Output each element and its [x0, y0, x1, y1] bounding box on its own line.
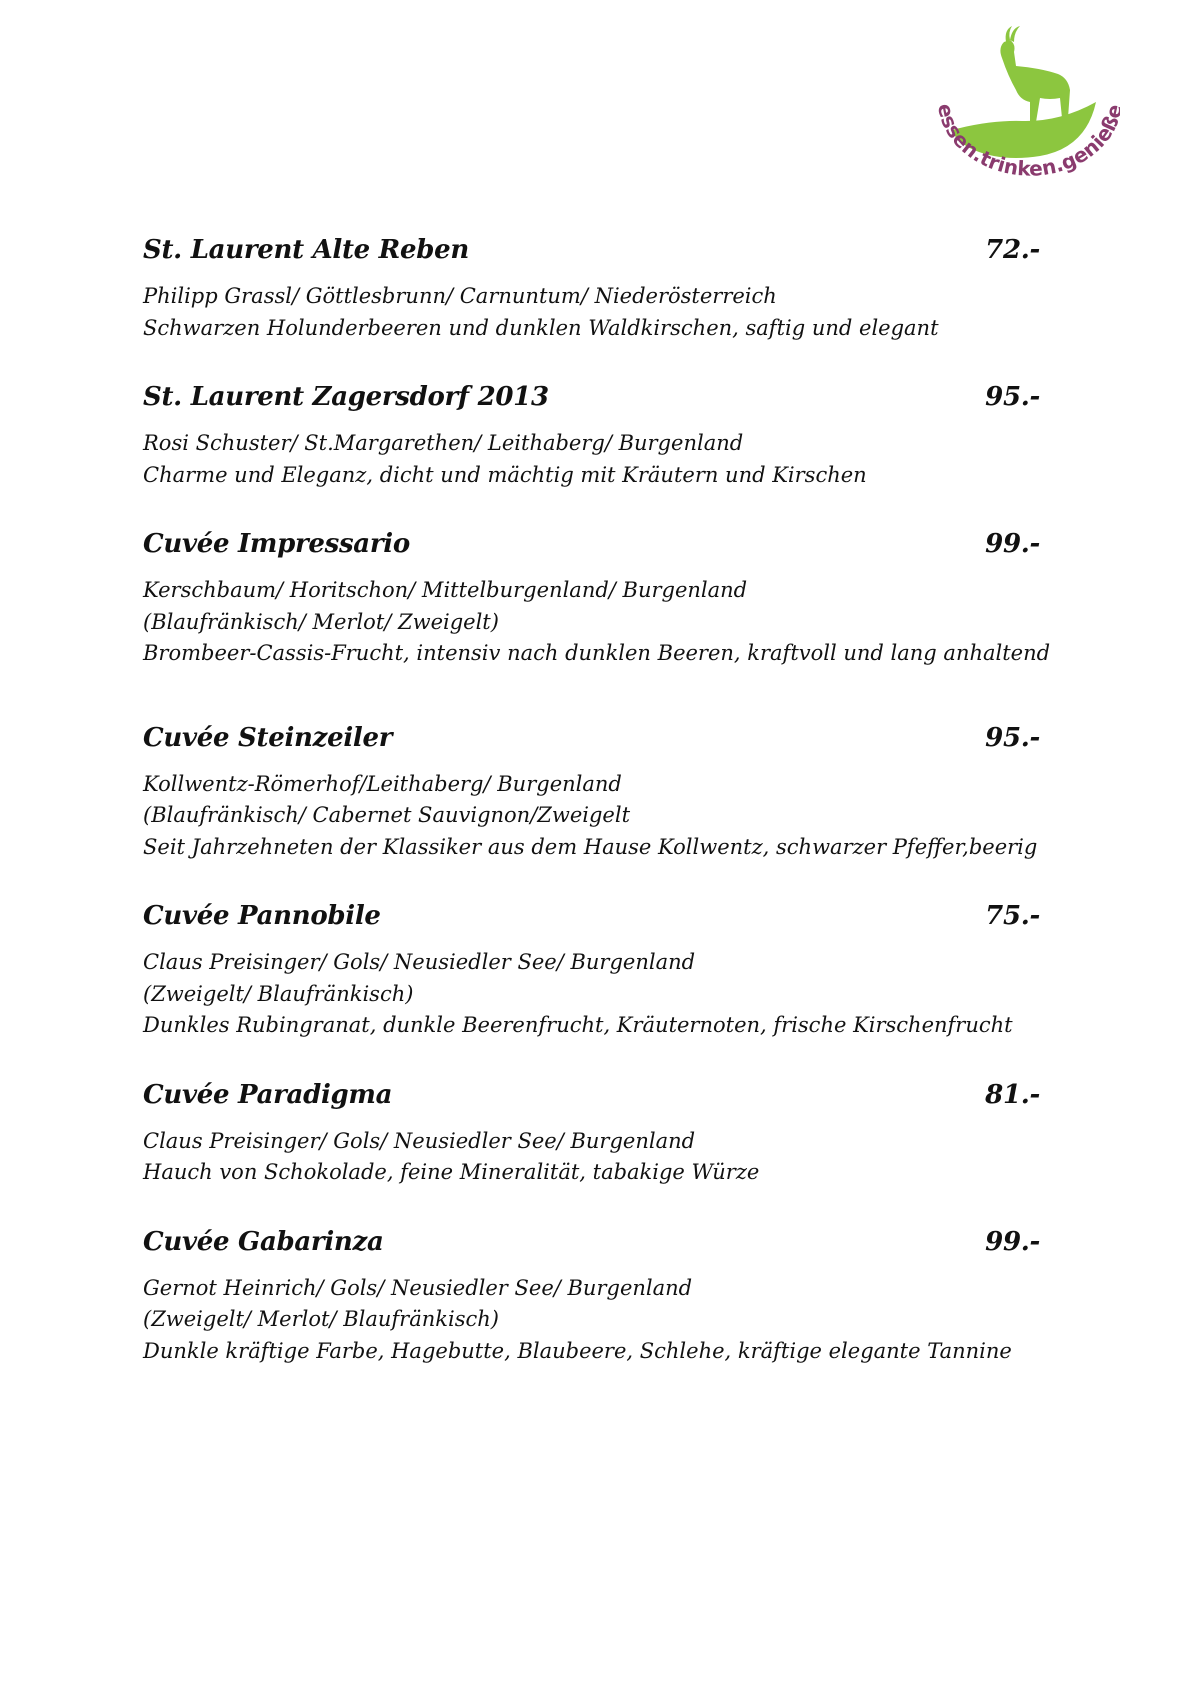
wine-description [143, 1126, 1043, 1189]
wine-origin: Kollwentz-Römerhof/Leithaberg/ Burgenland [143, 771, 622, 796]
wine-item-cuvee-impressario [143, 526, 1051, 670]
wine-header [143, 1077, 1043, 1113]
wine-tasting-note: Brombeer-Cassis-Frucht, intensiv nach dunklen Beeren, kraftvoll und lang anhaltend [143, 641, 1051, 665]
wine-list [143, 232, 1051, 1367]
wine-header [143, 232, 1043, 268]
wine-grapes: (Zweigelt/ Blaufränkisch) [143, 981, 414, 1006]
wine-grapes: (Blaufränkisch/ Merlot/ Zweigelt) [143, 609, 499, 634]
wine-price: 99.- [985, 1226, 1040, 1257]
wine-header [143, 720, 1043, 756]
wine-name: St. Laurent Alte Reben [143, 235, 469, 265]
wine-name: Cuvée Paradigma [143, 1079, 393, 1110]
wine-tasting-note: Charme und Eleganz, dicht und mächtig mit Kräutern und Kirschen [143, 462, 867, 487]
wine-tasting-note: Dunkle kräftige Farbe, Hagebutte, Blaubeere, Schlehe, kräftige elegante Tannine [143, 1338, 1012, 1363]
wine-name: Cuvée Pannobile [143, 901, 381, 931]
wine-item-cuvee-paradigma [143, 1077, 1043, 1189]
wine-header [143, 898, 1043, 934]
wine-name: St. Laurent Zagersdorf 2013 [143, 382, 549, 412]
wine-name: Cuvée Steinzeiler [143, 722, 393, 753]
chamois-on-rocking-base-icon [890, 18, 1120, 198]
wine-description [143, 1273, 1043, 1368]
wine-price: 81.- [985, 1079, 1040, 1110]
wine-origin: Claus Preisinger/ Gols/ Neusiedler See/ Burgenland [143, 1128, 696, 1153]
wine-item-st-laurent-alte-reben [143, 232, 1043, 344]
wine-tasting-note: Hauch von Schokolade, feine Mineralität, tabakige Würze [143, 1160, 760, 1184]
wine-origin: Claus Preisinger/ Gols/ Neusiedler See/ Burgenland [143, 950, 696, 974]
logo-text: essen.trinken.genie [932, 101, 1118, 181]
wine-origin: Rosi Schuster/ St.Margarethen/ Leithaberg/ Burgenland [143, 431, 744, 455]
wine-name: Cuvée Gabarinza [143, 1226, 384, 1257]
wine-price: 72.- [985, 235, 1040, 265]
wine-price: 95.- [985, 722, 1040, 753]
wine-tasting-note: Seit Jahrzehneten der Klassiker aus dem Hause Kollwentz, schwarzer Pfeffer,beerig [143, 834, 1038, 859]
wine-description [143, 769, 1043, 864]
wine-origin: Gernot Heinrich/ Gols/ Neusiedler See/ Burgenland [143, 1275, 693, 1300]
wine-item-cuvee-pannobile [143, 898, 1043, 1042]
wine-item-st-laurent-zagersdorf-2013 [143, 379, 1043, 491]
wine-header [143, 1224, 1043, 1260]
wine-header [143, 379, 1043, 415]
wine-tasting-note: Dunkles Rubingranat, dunkle Beerenfrucht, Kräuternoten, frische Kirschenfrucht [143, 1013, 1013, 1037]
wine-price: 99.- [985, 529, 1040, 559]
wine-grapes: (Zweigelt/ Merlot/ Blaufränkisch) [143, 1307, 499, 1331]
logo [890, 18, 1120, 198]
wine-item-cuvee-steinzeiler [143, 720, 1043, 864]
wine-header [143, 526, 1043, 562]
wine-price: 95.- [985, 382, 1040, 412]
wine-price: 75.- [985, 901, 1040, 931]
wine-origin: Kerschbaum/ Horitschon/ Mittelburgenland/ Burgenland [143, 578, 748, 602]
wine-item-cuvee-gabarinza [143, 1224, 1043, 1368]
wine-tasting-note: Schwarzen Holunderbeeren und dunklen Waldkirschen, saftig und elegant [143, 315, 939, 340]
wine-description [143, 281, 1043, 344]
wine-description [143, 575, 1051, 670]
wine-name: Cuvée Impressario [143, 529, 410, 559]
wine-description [143, 947, 1043, 1042]
wine-grapes: (Blaufränkisch/ Cabernet Sauvignon/Zweigelt [143, 803, 631, 827]
wine-origin: Philipp Grassl/ Göttlesbrunn/ Carnuntum/ Niederösterreich [143, 284, 777, 308]
wine-description [143, 428, 1043, 491]
